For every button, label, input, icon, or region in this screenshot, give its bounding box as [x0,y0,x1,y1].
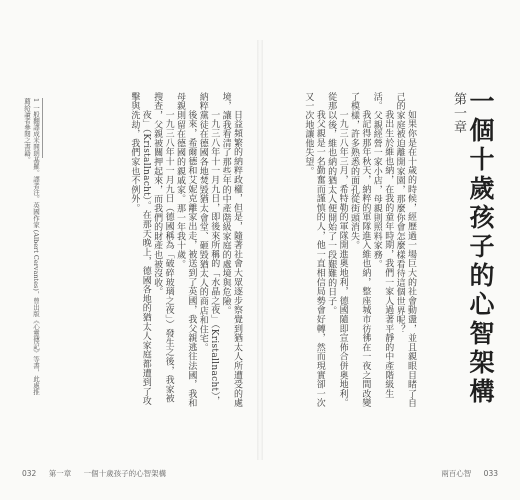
right-running-head: 兩百心智 [441,469,472,478]
chapter-title: 一個十歲孩子的心智架構 [466,88,495,407]
right-footer [431,468,498,479]
left-paragraph: 後來，希爾德和艾妮克離家出走，被送到了英國，我父親逃往法國，我和母親則留在德國的親戚家。那一年我十歲。 [174,92,197,408]
right-page [260,0,520,500]
right-paragraph: 一九三八年三月，希特勒的軍隊開進奧地利，德國隨即宣佈合併奧地利。從那以後，維也納的猶太人便開始了一段艱難的日子。 [326,92,348,408]
footnote: 1 一般翻譯成米開朗基羅。譯者注。英國作家 (Albert Cervantes)，曾出版《心靈傳記》等書，此處推薦給讀者參閱之書籍。 [23,98,40,395]
left-paragraph: 夜」（Kristallnacht）。在那天晚上，德國各地的猶太人家庭都遭到了攻擊與洗劫，我們家也不例外。 [129,92,151,406]
footnote-rule [42,98,43,158]
left-footer [22,468,176,479]
right-page-body [303,92,416,408]
right-page-number: 033 [483,469,498,478]
chapter-label: 第一章 [451,92,466,134]
right-paragraph: 我出生於維也納，在我的童年時期，我們一家人過著平靜的中產階級生活。父親經營一家小店，母親則照料家務。 [371,92,394,399]
left-paragraph: 一九三八年十一月九日（德國稱為「破碎玻璃之夜」）發生之後，我家被搜查，父親被關押起來，而我們的財產也被沒收。 [152,92,174,404]
right-paragraph: 如果你是在十歲的時候，經歷過一場巨大的社會動盪，並且親眼目睹了自己的家庭被迫離開家園，那麼你會怎麼樣看待這個世界呢？ [394,92,416,408]
left-running-title: 一個十歲孩子的心智架構 [83,469,167,478]
left-page-body [38,92,242,408]
left-paragraph: 日益頻繁的納粹政權，但是，隨著社會大眾逐步察覺到猶太人所遭受的處境，讓我看清了那些年的中產階級家庭的處境與危險。 [220,92,242,408]
left-running-chapter: 第一章 [48,469,72,478]
right-paragraph: 我父親是一名勤奮而謹慎的人，他一直相信局勢會好轉，然而現實卻一次又一次地讓他失望。 [303,92,325,408]
right-paragraph: 我記得那年秋天，納粹的軍隊進入維也納，整座城市彷彿在一夜之間改變了模樣，許多熟悉的面孔從街頭消失。 [348,92,371,408]
left-page-number: 032 [22,469,37,478]
left-paragraph: 一九三八年十一月九日，即後來所稱的「水晶之夜」（Kristallnacht），納粹黨徒在德國各地焚毀猶太會堂、砸毀猶太人的商店和住宅。 [197,92,220,406]
